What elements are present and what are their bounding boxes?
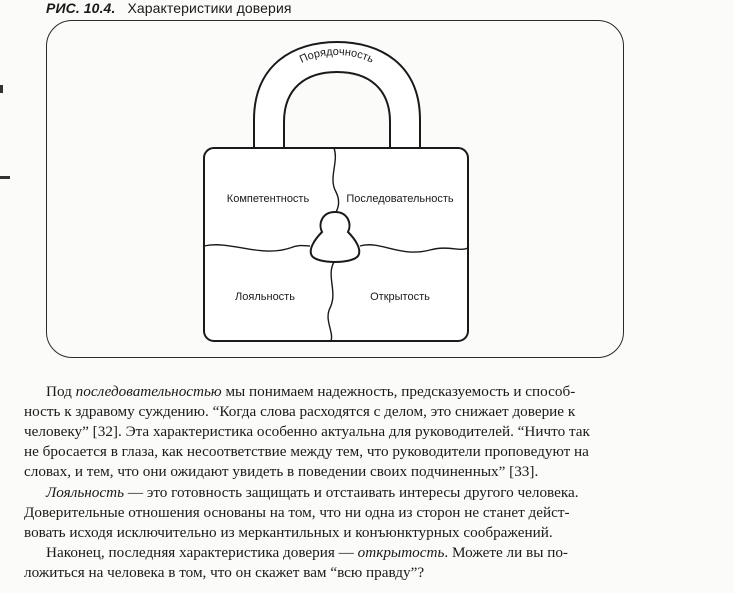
figure-title: Характеристики доверия	[127, 0, 292, 16]
text-line: вовать исходя исключительно из меркантильных и конъюнктурных соображений.	[24, 524, 553, 541]
emphasized-term: Лояльность	[46, 484, 125, 501]
text-line	[46, 483, 579, 503]
text-line: ложиться на человека в том, что он скажет вам “всю правду”?	[24, 564, 425, 581]
text-line: человеку” [32]. Эта характеристика особенно актуальна для руководителей. “Ничто так	[24, 423, 590, 440]
text-run: Под	[46, 383, 76, 400]
text-run: Наконец, последняя характеристика доверия —	[46, 544, 358, 561]
text-run: мы понимаем надежность, предсказуемость и способ-	[221, 383, 576, 400]
text-line	[46, 382, 575, 402]
text-line: словах, и тем, что они ожидают увидеть в поведении своих подчиненных” [33].	[24, 463, 539, 480]
shackle-label-path: Порядочность	[297, 45, 376, 66]
text-run: — это готовность защищать и отстаивать интересы другого человека.	[124, 484, 579, 501]
figure-number: РИС. 10.4.	[46, 0, 116, 16]
text-line	[46, 543, 568, 563]
emphasized-term: последовательностью	[75, 383, 222, 400]
text-line: ность к здравому суждению. “Когда слова расходятся с делом, это снижает доверие к	[24, 403, 576, 420]
text-line: Доверительные отношения основаны на том, что ни одна из сторон не станет дейст-	[24, 504, 570, 521]
quadrant-competence: Компетентность	[226, 193, 310, 205]
emphasized-term: открытость	[357, 544, 445, 561]
text-run: . Можете ли вы по-	[444, 544, 568, 561]
text-line: не бросается в глаза, как несоответствие между тем, что руководители проповедуют на	[24, 443, 589, 460]
quadrant-openness: Открытость	[370, 291, 430, 303]
quadrant-loyalty: Лояльность	[235, 291, 295, 303]
quadrant-consistency: Последовательность	[346, 193, 454, 205]
